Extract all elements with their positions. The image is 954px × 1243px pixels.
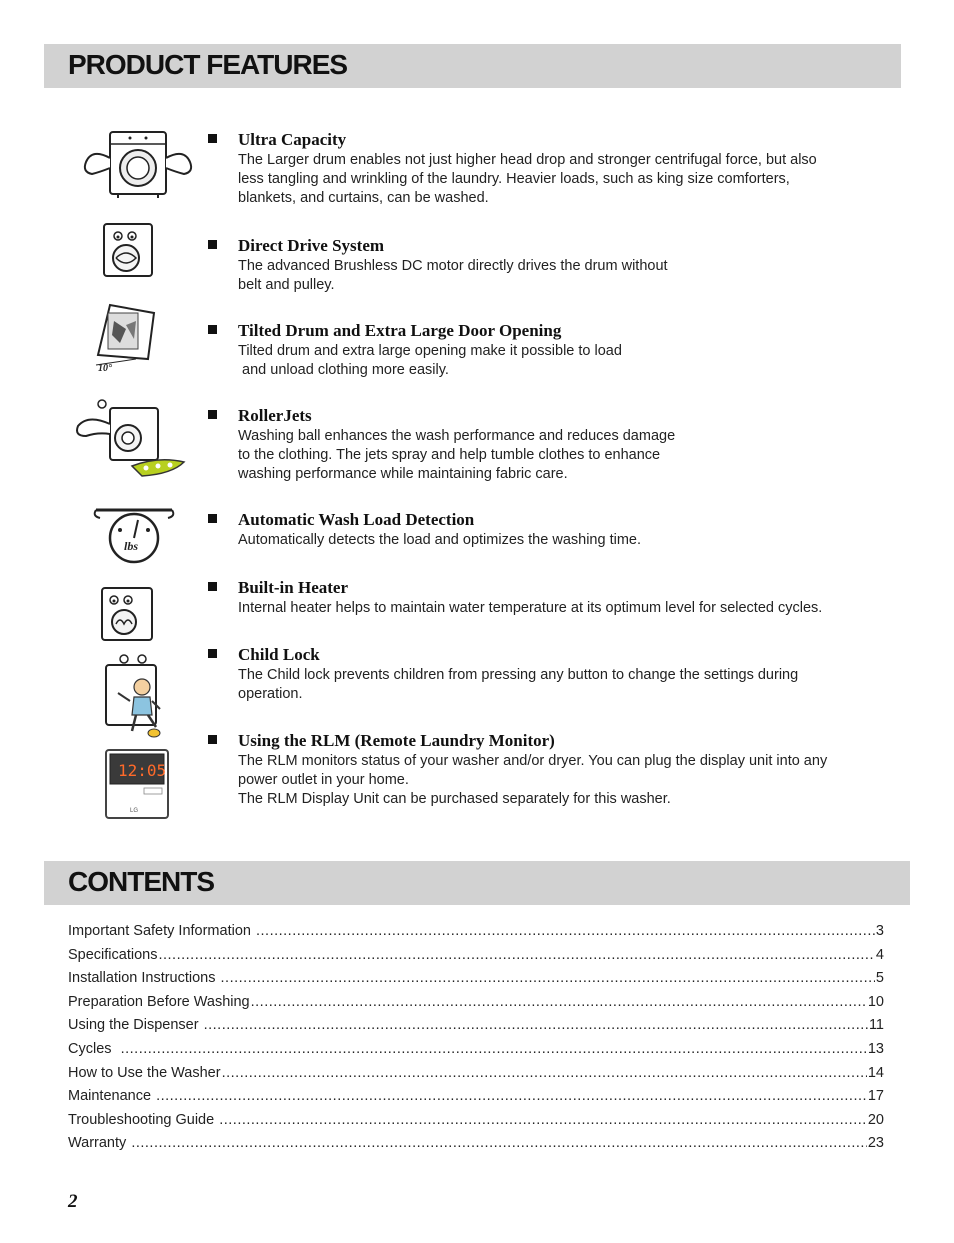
toc-page-number: 3 — [875, 923, 884, 939]
toc-entry[interactable]: Cycles ..... 13 — [68, 1041, 884, 1065]
feature-description: The Child lock prevents children from pressing any button to change the settings during operation. — [238, 667, 799, 702]
product-features-banner — [44, 44, 901, 88]
toc-entry[interactable]: Installation Instructions ..... 5 — [68, 970, 884, 994]
toc-entry[interactable]: Preparation Before Washing ..... 10 — [68, 994, 884, 1018]
lg-logo: LG — [130, 808, 139, 814]
toc-entry[interactable]: Troubleshooting Guide ..... 20 — [68, 1112, 884, 1136]
feature-title: Built-in Heater — [238, 578, 349, 597]
toc-page-number: 4 — [875, 946, 884, 963]
toc-entry[interactable]: Maintenance ..... 17 — [68, 1088, 884, 1112]
heater-washer-icon — [94, 584, 158, 642]
toc-page-number: 11 — [868, 1017, 884, 1034]
remote-monitor-icon — [104, 748, 170, 820]
contents-heading: CONTENTS — [68, 866, 214, 897]
feature-title: Using the RLM (Remote Laundry Monitor) — [238, 731, 555, 750]
toc-page-number: 14 — [867, 1064, 884, 1081]
tilted-drum-icon — [92, 299, 164, 373]
toc-entry[interactable]: Warranty ..... 23 — [68, 1135, 884, 1159]
child-lock-icon — [102, 653, 166, 743]
feature-description: The RLM monitors status of your washer and/or dryer. You can plug the display unit into any power outlet in your home. The RLM Display Unit can be purchased separately for this washer. — [238, 753, 828, 807]
table-of-contents — [68, 923, 884, 1159]
feature-title: Tilted Drum and Extra Large Door Opening — [238, 321, 562, 340]
feature-title: Direct Drive System — [238, 236, 385, 255]
feature-description: The Larger drum enables not just higher head drop and stronger centrifugal force, but also less tangling and wrinkling of the laundry. Heavier loads, such as king size comforters, blankets, and curtains, can be washed. — [238, 152, 817, 206]
rollerjets-washer-icon — [72, 396, 192, 482]
feature-description: The advanced Brushless DC motor directly drives the drum without belt and pulley. — [238, 258, 668, 293]
feature-title: Automatic Wash Load Detection — [238, 510, 475, 529]
page-number: 2 — [68, 1191, 78, 1212]
toc-page-number: 23 — [867, 1135, 884, 1152]
scale-icon — [90, 504, 178, 566]
toc-entry[interactable]: How to Use the Washer ..... 14 — [68, 1065, 884, 1089]
toc-entry[interactable]: Specifications ..... 4 — [68, 947, 884, 971]
feature-description: Internal heater helps to maintain water temperature at its optimum level for selected cycles. — [238, 600, 823, 616]
rlm-display-text: 12:05 — [118, 761, 167, 780]
toc-entry[interactable]: Important Safety Information ..... 3 — [68, 923, 884, 947]
toc-page-number: 17 — [867, 1088, 884, 1105]
contents-banner — [44, 861, 910, 905]
feature-title: Child Lock — [238, 645, 320, 664]
bullet-icon — [208, 649, 217, 658]
feature-description: Washing ball enhances the wash performance and reduces damage to the clothing. The jets spray and help tumble clothes to enhance washing performance while maintaining fabric care. — [238, 428, 676, 482]
bullet-icon — [208, 410, 217, 419]
toc-page-number: 20 — [867, 1111, 884, 1128]
product-features-heading: PRODUCT FEATURES — [68, 49, 348, 80]
bullet-icon — [208, 134, 217, 143]
bullet-icon — [208, 240, 217, 249]
toc-page-number: 10 — [867, 993, 884, 1010]
bullet-icon — [208, 325, 217, 334]
toc-entry[interactable]: Using the Dispenser ..... 11 — [68, 1017, 884, 1041]
bullet-icon — [208, 582, 217, 591]
bullet-icon — [208, 514, 217, 523]
scale-label: lbs — [124, 539, 139, 553]
feature-description: Tilted drum and extra large opening make it possible to load and unload clothing more easily. — [238, 343, 622, 378]
feature-description: Automatically detects the load and optimizes the washing time. — [238, 532, 641, 548]
strong-washer-icon — [78, 128, 198, 200]
feature-title: RollerJets — [238, 406, 312, 425]
bullet-icon — [208, 735, 217, 744]
feature-title: Ultra Capacity — [238, 130, 347, 149]
toc-page-number: 13 — [867, 1040, 884, 1057]
toc-page-number: 5 — [875, 970, 884, 987]
tilt-angle-label: 10° — [98, 363, 112, 373]
direct-drive-washer-icon — [96, 220, 160, 280]
